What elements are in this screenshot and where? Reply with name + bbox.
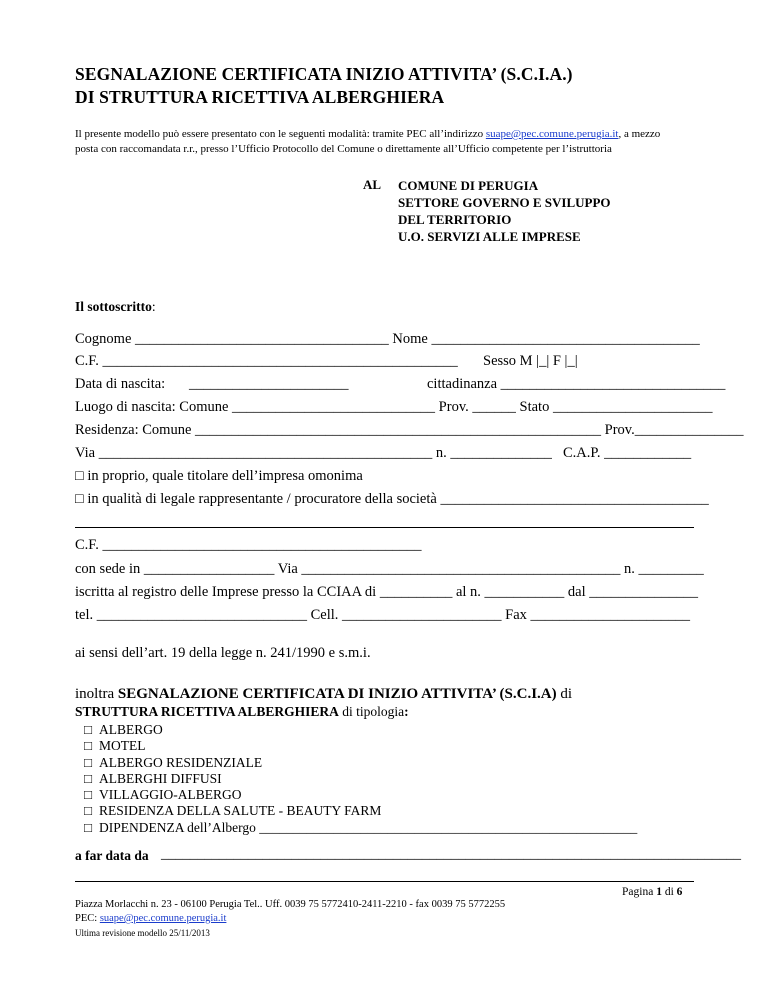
checkbox-icon[interactable]: □	[84, 754, 93, 770]
footer-divider	[75, 881, 694, 882]
societa-continuation-line[interactable]	[75, 527, 694, 528]
inoltra-scia-bold: SEGNALAZIONE CERTIFICATA DI INIZIO ATTIVITA’ (S.C.I.A)	[117, 686, 557, 702]
sottoscritto-colon: :	[151, 299, 156, 314]
tipologia-label: DIPENDENZA dell’Albergo ________________________________________________________	[99, 819, 638, 835]
data-nascita-field[interactable]: ______________________	[189, 376, 349, 392]
sottoscritto-heading	[75, 299, 156, 315]
inoltra-pre: inoltra	[75, 686, 118, 702]
tipologia-item[interactable]	[84, 771, 637, 787]
field-codice-fiscale[interactable]: C.F. _________________________________________________	[75, 353, 458, 369]
page-number	[622, 886, 682, 898]
recipient-line1: COMUNE DI PERUGIA	[398, 178, 539, 193]
tipologia-label: ALBERGHI DIFFUSI	[99, 770, 222, 786]
far-data-label: a far data da	[75, 848, 149, 863]
field-luogo-nascita[interactable]: Luogo di nascita: Comune ____________________________ Prov. ______ Stato ______________________	[75, 399, 713, 415]
recipient-line3: DEL TERRITORIO	[398, 212, 512, 227]
tipologia-item[interactable]	[84, 755, 637, 771]
field-residenza[interactable]: Residenza: Comune ________________________________________________________ Prov._______________	[75, 422, 744, 438]
field-sesso[interactable]: Sesso M |_| F |_|	[483, 353, 578, 369]
footer-pec-email-link[interactable]: suape@pec.comune.perugia.it	[99, 913, 227, 924]
tipologia-label: ALBERGO	[99, 722, 163, 737]
document-title-line2: DI STRUTTURA RICETTIVA ALBERGHIERA	[75, 87, 445, 107]
field-societa-cf[interactable]: C.F. ____________________________________________	[75, 537, 422, 553]
inoltra-line2	[75, 704, 409, 720]
checkbox-icon[interactable]: □	[84, 722, 93, 737]
tipologia-item[interactable]	[84, 803, 637, 819]
intro-line2: posta con raccomandata r.r., presso l’Ufficio Protocollo del Comune o direttamente all’Ufficio competente per l’istruttoria	[75, 143, 612, 155]
recipient-prefix: AL	[363, 177, 382, 192]
footer-pec-label: PEC:	[75, 913, 100, 924]
field-cittadinanza[interactable]: cittadinanza _______________________________	[427, 376, 726, 392]
intro-line1	[75, 128, 660, 140]
tipologia-label: VILLAGGIO-ALBERGO	[99, 787, 242, 803]
checkbox-icon[interactable]: □	[84, 787, 93, 803]
inoltra-line1	[75, 686, 572, 703]
field-contatti[interactable]: tel. _____________________________ Cell. ______________________ Fax ______________________	[75, 607, 691, 623]
option-in-qualita[interactable]: □ in qualità di legale rappresentante / procuratore della società _____________________________________	[75, 491, 709, 507]
field-cap[interactable]: C.A.P. ____________	[563, 445, 692, 461]
tipologia-label: RESIDENZA DELLA SALUTE - BEAUTY FARM	[99, 803, 382, 819]
document-title-line1: SEGNALAZIONE CERTIFICATA INIZIO ATTIVITA’ (S.C.I.A.)	[75, 64, 573, 84]
field-sede[interactable]: con sede in __________________ Via ____________________________________________ n. _________	[75, 561, 704, 577]
checkbox-icon[interactable]: □	[84, 803, 93, 819]
page-total: 6	[676, 886, 683, 898]
recipient-line4: U.O. SERVIZI ALLE IMPRESE	[398, 229, 581, 244]
inoltra-colon: :	[404, 704, 409, 719]
inoltra-post1: di	[556, 686, 573, 702]
recipient-line2: SETTORE GOVERNO E SVILUPPO	[398, 195, 611, 210]
sottoscritto-label: Il sottoscritto	[75, 299, 152, 314]
footer-pec	[75, 913, 226, 924]
tipologia-label: MOTEL	[99, 738, 146, 754]
footer-revision: Ultima revisione modello 25/11/2013	[75, 928, 210, 938]
far-data-field[interactable]: ________________________________________________________________________________	[161, 846, 741, 862]
field-via[interactable]: Via ______________________________________________ n. ______________	[75, 445, 552, 461]
tipologia-item[interactable]	[84, 722, 637, 738]
option-in-proprio[interactable]: □ in proprio, quale titolare dell’impresa omonima	[75, 468, 363, 484]
inoltra-post2: di tipologia	[338, 704, 405, 719]
data-nascita-label: Data di nascita:	[75, 376, 166, 392]
intro-email-link[interactable]: suape@pec.comune.perugia.it	[485, 128, 619, 140]
inoltra-struttura-bold: STRUTTURA RICETTIVA ALBERGHIERA	[75, 704, 339, 719]
checkbox-icon[interactable]: □	[84, 819, 93, 835]
footer-address: Piazza Morlacchi n. 23 - 06100 Perugia Tel.. Uff. 0039 75 5772410-2411-2210 - fax 0039 75 5772255	[75, 899, 506, 910]
tipologia-item[interactable]	[84, 820, 637, 836]
page-pre: Pagina	[622, 886, 657, 898]
tipologia-item[interactable]	[84, 787, 637, 803]
tipologia-label: ALBERGO RESIDENZIALE	[99, 754, 263, 770]
field-cognome-nome[interactable]: Cognome ___________________________________ Nome _____________________________________	[75, 331, 700, 347]
tipologia-list	[84, 722, 637, 836]
field-registro-imprese[interactable]: iscritta al registro delle Imprese presso la CCIAA di __________ al n. ___________ dal _______________	[75, 584, 699, 600]
intro-text-pre: Il presente modello può essere presentato con le seguenti modalità: tramite PEC all’indirizzo	[75, 128, 486, 140]
tipologia-item[interactable]	[84, 738, 637, 754]
ai-sensi-text: ai sensi dell’art. 19 della legge n. 241/1990 e s.m.i.	[75, 645, 371, 661]
checkbox-icon[interactable]: □	[84, 770, 93, 786]
checkbox-icon[interactable]: □	[84, 738, 93, 754]
page-current: 1	[656, 886, 662, 898]
intro-text-post: , a mezzo	[618, 128, 661, 140]
page-mid: di	[661, 886, 677, 898]
